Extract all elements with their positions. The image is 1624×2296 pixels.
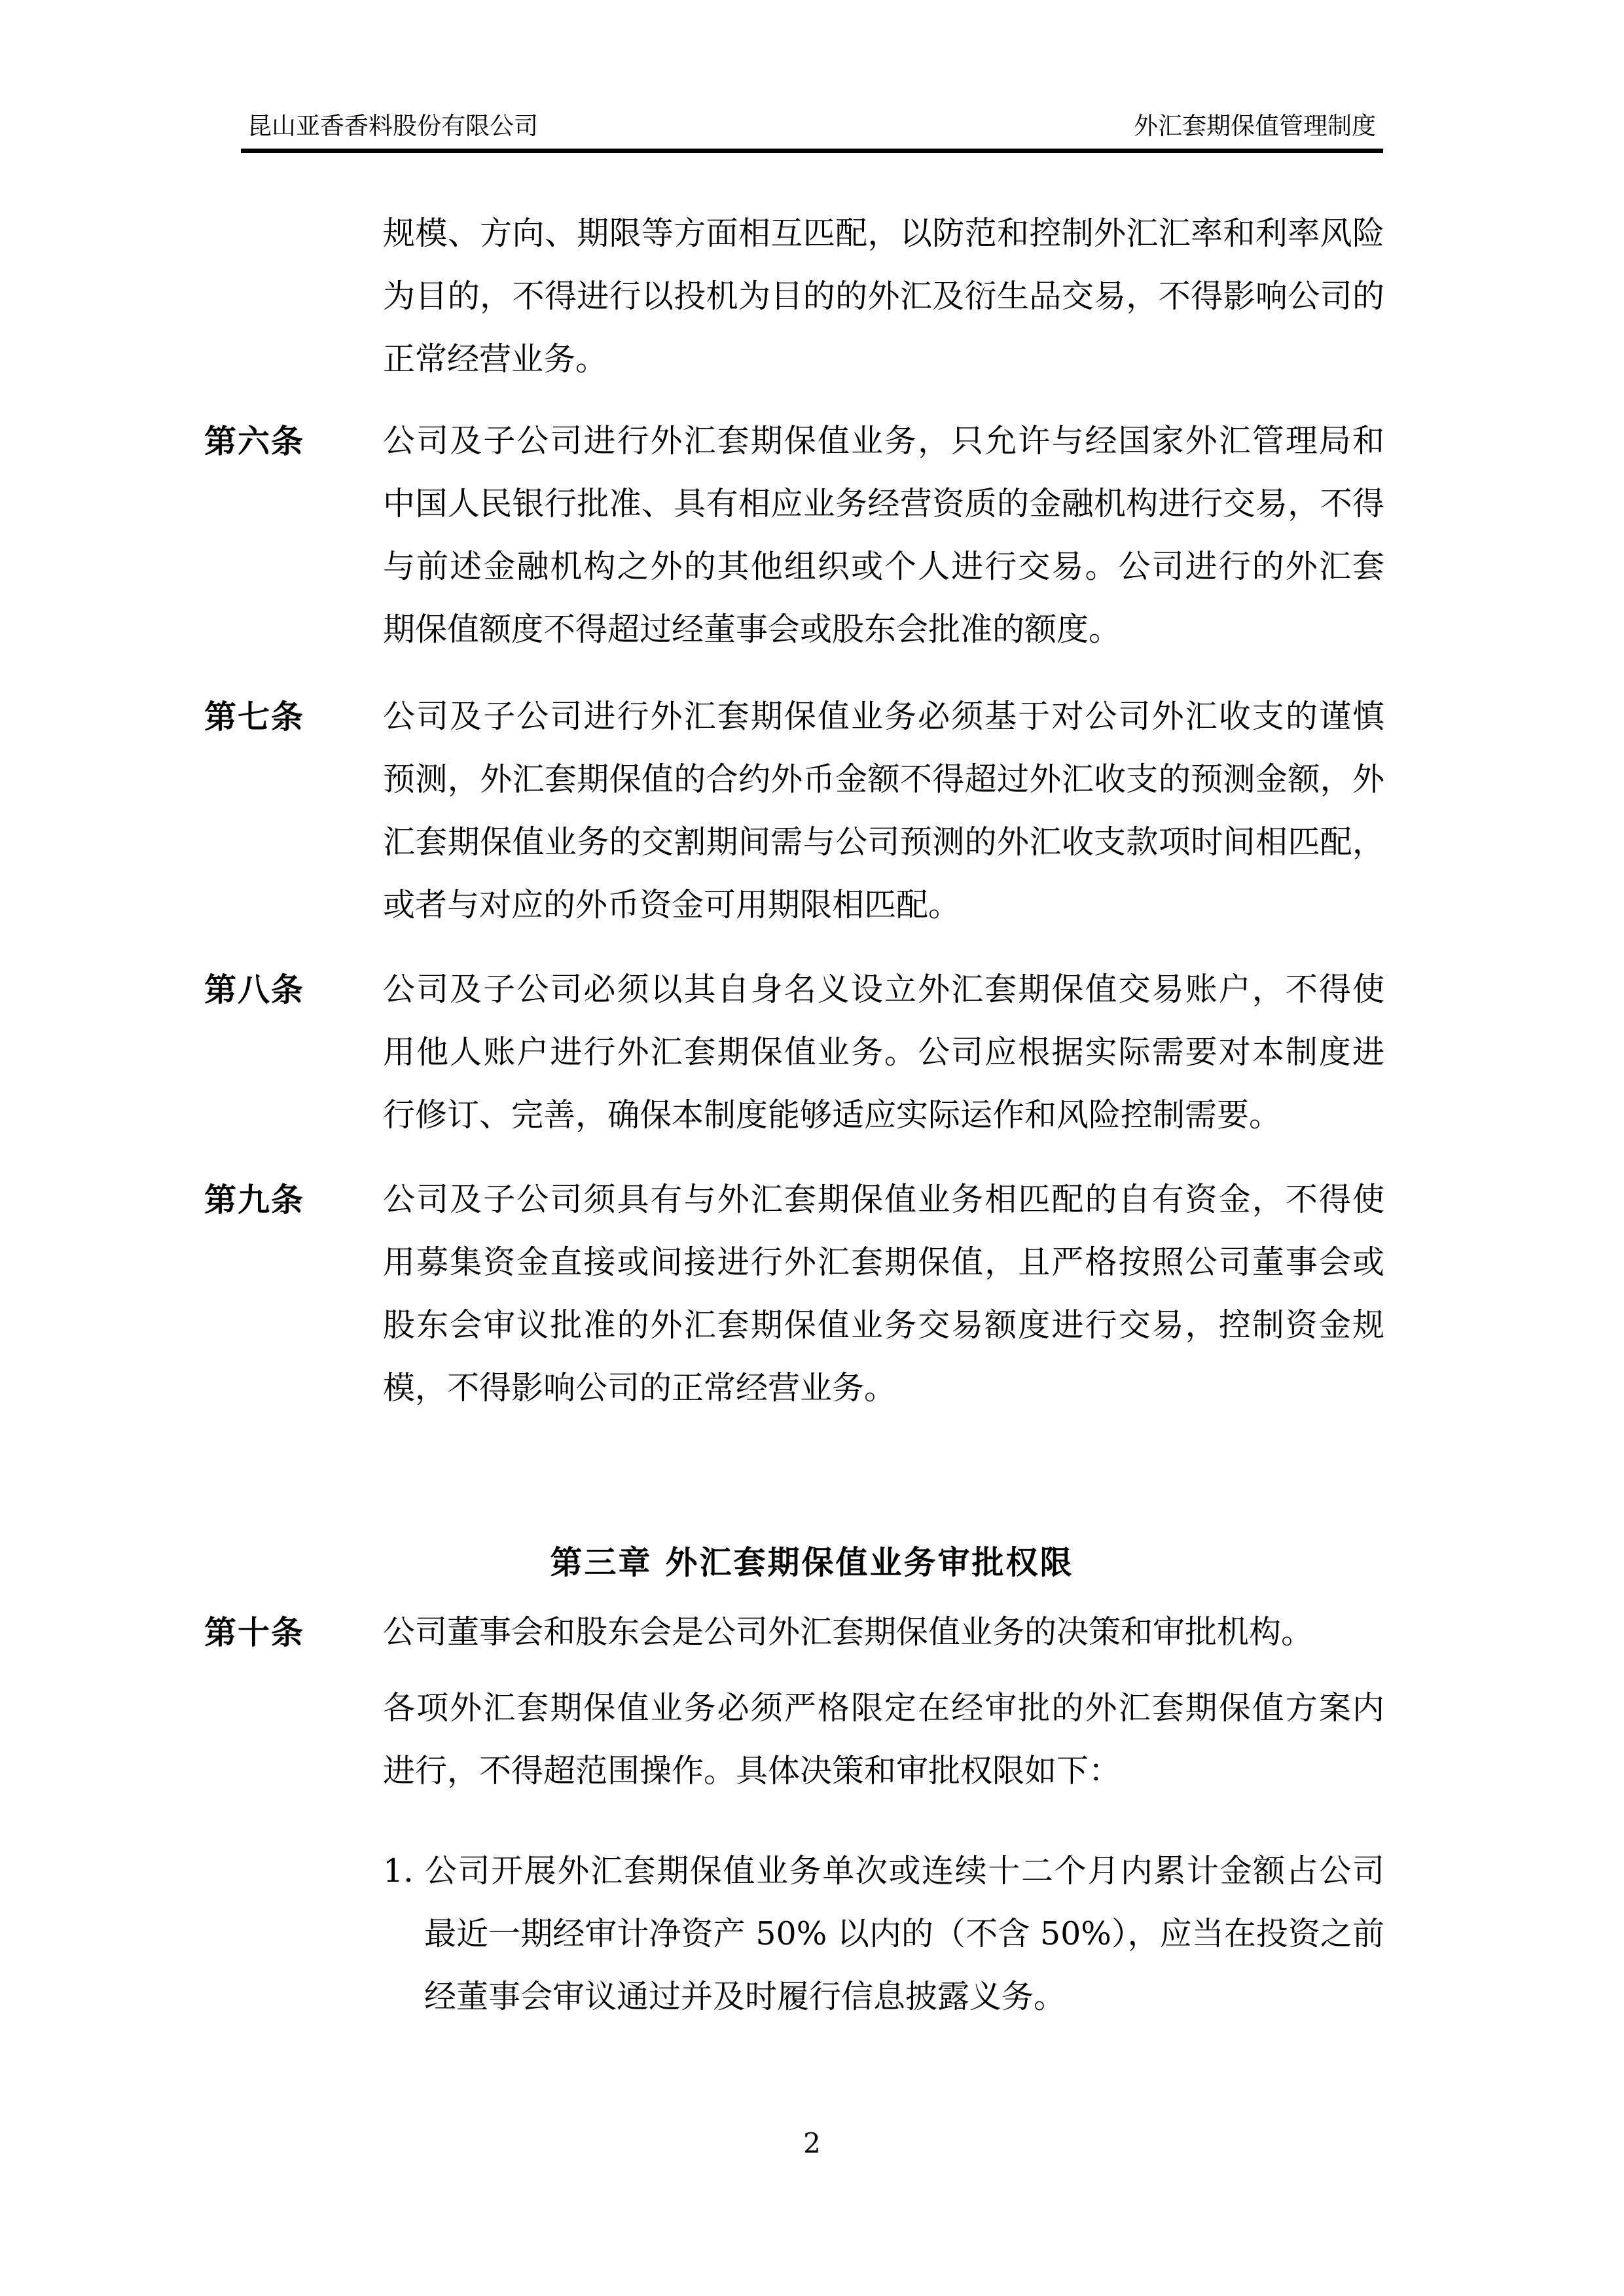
text-line: 与前述金融机构之外的其他组织或个人进行交易。公司进行的外汇套 xyxy=(383,548,1384,585)
text-line: 进行，不得超范围操作。具体决策和审批权限如下： xyxy=(383,1752,1121,1789)
text-line: 行修订、完善，确保本制度能够适应实际运作和风险控制需要。 xyxy=(383,1096,1282,1134)
scope-paragraph xyxy=(204,1677,1384,1803)
text-line: 为目的，不得进行以投机为目的的外汇及衍生品交易，不得影响公司的 xyxy=(383,278,1384,315)
article-7 xyxy=(204,685,1384,937)
text-line: 规模、方向、期限等方面相互匹配，以防范和控制外汇汇率和利率风险 xyxy=(383,215,1384,252)
text-line: 各项外汇套期保值业务必须严格限定在经审批的外汇套期保值方案内 xyxy=(383,1689,1384,1727)
paragraph-body xyxy=(383,1677,1384,1803)
text-line: 用他人账户进行外汇套期保值业务。公司应根据实际需要对本制度进 xyxy=(383,1033,1384,1071)
article-10-label: 第十条 xyxy=(204,1613,305,1651)
article-8 xyxy=(204,958,1384,1147)
page-header xyxy=(247,112,1376,141)
article-9 xyxy=(204,1168,1384,1420)
paragraph-body xyxy=(383,202,1384,391)
text-line: 公司及子公司进行外汇套期保值业务必须基于对公司外汇收支的谨慎 xyxy=(383,698,1384,735)
text-line: 预测，外汇套期保值的合约外币金额不得超过外汇收支的预测金额，外 xyxy=(383,761,1384,798)
text-line: 汇套期保值业务的交割期间需与公司预测的外汇收支款项时间相匹配， xyxy=(383,823,1384,861)
article-9-label: 第九条 xyxy=(204,1181,305,1219)
text-line: 用募集资金直接或间接进行外汇套期保值，且严格按照公司董事会或 xyxy=(383,1244,1384,1281)
text-line: 股东会审议批准的外汇套期保值业务交易额度进行交易，控制资金规 xyxy=(383,1306,1384,1344)
text-line: 经董事会审议通过并及时履行信息披露义务。 xyxy=(424,1978,1066,2015)
header-rule xyxy=(241,149,1383,153)
text-line: 或者与对应的外币资金可用期限相匹配。 xyxy=(383,886,961,924)
article-6 xyxy=(204,410,1384,661)
chapter-heading: 第三章 外汇套期保值业务审批权限 xyxy=(550,1543,1074,1581)
page-number: 2 xyxy=(803,2127,821,2159)
list-item-1 xyxy=(204,1840,1384,2028)
text-line: 最近一期经审计净资产 50% 以内的（不含 50%），应当在投资之前 xyxy=(424,1915,1384,1952)
text-line: 期保值额度不得超过经董事会或股东会批准的额度。 xyxy=(383,611,1121,648)
header-company-name: 昆山亚香香料股份有限公司 xyxy=(247,112,538,140)
text-line: 公司董事会和股东会是公司外汇套期保值业务的决策和审批机构。 xyxy=(383,1613,1314,1651)
article-10-body xyxy=(383,1601,1384,1664)
text-line: 公司及子公司须具有与外汇套期保值业务相匹配的自有资金，不得使 xyxy=(383,1181,1384,1218)
text-line: 公司及子公司进行外汇套期保值业务，只允许与经国家外汇管理局和 xyxy=(383,422,1384,459)
article-6-label: 第六条 xyxy=(204,422,305,460)
article-7-body xyxy=(383,685,1384,937)
text-line: 公司及子公司必须以其自身名义设立外汇套期保值交易账户，不得使 xyxy=(383,971,1384,1008)
article-10 xyxy=(204,1601,1384,1664)
article-8-label: 第八条 xyxy=(204,971,305,1009)
list-item-1-body xyxy=(383,1840,1384,2028)
text-line: 中国人民银行批准、具有相应业务经营资质的金融机构进行交易，不得 xyxy=(383,485,1384,522)
intro-paragraph xyxy=(204,202,1384,391)
article-7-label: 第七条 xyxy=(204,698,305,736)
text-line: 模，不得影响公司的正常经营业务。 xyxy=(383,1369,897,1407)
article-6-body xyxy=(383,410,1384,661)
text-line: 1. 公司开展外汇套期保值业务单次或连续十二个月内累计金额占公司 xyxy=(383,1852,1384,1890)
article-9-body xyxy=(383,1168,1384,1420)
text-line: 正常经营业务。 xyxy=(383,340,608,378)
header-document-title: 外汇套期保值管理制度 xyxy=(1134,112,1376,140)
article-8-body xyxy=(383,958,1384,1147)
